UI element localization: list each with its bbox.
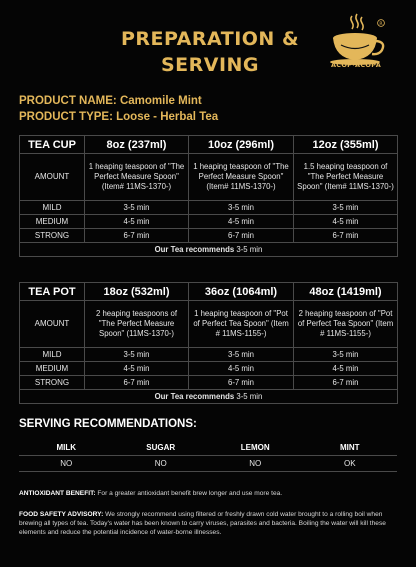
pot-mild-3: 3-5 min [294, 348, 398, 362]
product-name-value: Camomile Mint [119, 95, 202, 107]
product-name-label: PRODUCT NAME: [19, 95, 120, 107]
serving-header-sugar: SUGAR [114, 440, 209, 456]
table-row [20, 390, 398, 404]
table-row [20, 301, 398, 348]
cup-amount-1: 1 heaping teaspoon of "The Perfect Measure Spoon" (Item# 11MS-1370-) [85, 154, 189, 201]
cup-amount-2: 1 heaping teaspoon of "The Perfect Measure Spoon" (Item# 11MS-1370-) [189, 154, 294, 201]
cup-strong-3: 6-7 min [294, 229, 398, 243]
cup-size-1: 8oz (237ml) [85, 136, 189, 154]
pot-amount-2: 1 heaping teaspoon of "Pot of Perfect Tea Spoon" (Item # 11MS-1155-) [189, 301, 294, 348]
pot-amount-label: AMOUNT [20, 301, 85, 348]
pot-size-1: 18oz (532ml) [85, 283, 189, 301]
pot-strong-3: 6-7 min [294, 376, 398, 390]
table-row [20, 201, 398, 215]
food-safety-text: We strongly recommend using filtered or freshly drawn cold water brought to a rolling boil when brewing all types of tea. Today's water has been known to carry viruses, parasites and bacteria. Boiling the water will kill these elements and reduce the potential incidence of water-borne illnesses. [19, 511, 386, 536]
cup-mild-1: 3-5 min [85, 201, 189, 215]
antioxidant-label: ANTIOXIDANT BENEFIT: [19, 490, 96, 497]
product-type-value: Loose - Herbal Tea [116, 111, 219, 123]
pot-medium-1: 4-5 min [85, 362, 189, 376]
cup-medium-label: MEDIUM [20, 215, 85, 229]
cup-medium-1: 4-5 min [85, 215, 189, 229]
pot-amount-3: 2 heaping teaspoon of "Pot of Perfect Tea Spoon" (Item # 11MS-1155-) [294, 301, 398, 348]
serving-title: SERVING RECOMMENDATIONS: [19, 418, 197, 430]
cup-strong-label: STRONG [20, 229, 85, 243]
serving-value-sugar: NO [114, 456, 209, 472]
product-type-label: PRODUCT TYPE: [19, 111, 117, 123]
table-row [20, 376, 398, 390]
pot-size-3: 48oz (1419ml) [294, 283, 398, 301]
cup-recommend-label: Our Tea recommends [154, 244, 235, 254]
pot-mild-1: 3-5 min [85, 348, 189, 362]
product-type [19, 111, 218, 123]
pot-size-2: 36oz (1064ml) [189, 283, 294, 301]
cup-mild-3: 3-5 min [294, 201, 398, 215]
table-row [19, 456, 397, 472]
serving-value-lemon: NO [208, 456, 303, 472]
pot-recommend-value: 3-5 min [234, 391, 263, 401]
table-row [20, 283, 398, 301]
pot-medium-2: 4-5 min [189, 362, 294, 376]
cup-size-3: 12oz (355ml) [294, 136, 398, 154]
pot-medium-label: MEDIUM [20, 362, 85, 376]
serving-header-lemon: LEMON [208, 440, 303, 456]
serving-header-mint: MINT [303, 440, 398, 456]
antioxidant-note [19, 489, 403, 498]
pot-medium-3: 4-5 min [294, 362, 398, 376]
cup-size-2: 10oz (296ml) [189, 136, 294, 154]
cup-medium-3: 4-5 min [294, 215, 398, 229]
food-safety-note [19, 510, 403, 537]
antioxidant-text: For a greater antioxidant benefit brew longer and use more tea. [95, 490, 283, 497]
tea-cup-table [19, 135, 398, 257]
pot-strong-label: STRONG [20, 376, 85, 390]
pot-strong-2: 6-7 min [189, 376, 294, 390]
food-safety-label: FOOD SAFETY ADVISORY: [19, 511, 104, 518]
serving-header-milk: MILK [19, 440, 114, 456]
table-row [20, 136, 398, 154]
table-row [20, 215, 398, 229]
table-row [20, 348, 398, 362]
table-row [19, 440, 397, 456]
cup-amount-3: 1.5 heaping teaspoon of "The Perfect Measure Spoon" (Item# 11MS-1370-) [294, 154, 398, 201]
pot-amount-1: 2 heaping teaspoons of "The Perfect Measure Spoon" (11MS-1370-) [85, 301, 189, 348]
table-row [20, 154, 398, 201]
cup-mild-label: MILD [20, 201, 85, 215]
pot-strong-1: 6-7 min [85, 376, 189, 390]
table-row [20, 243, 398, 257]
tea-pot-table [19, 282, 398, 404]
pot-recommendation [20, 390, 398, 404]
product-name [19, 95, 202, 107]
cup-amount-label: AMOUNT [20, 154, 85, 201]
svg-text:R: R [379, 22, 383, 27]
tea-cup-header: TEA CUP [20, 136, 85, 154]
serving-value-mint: OK [303, 456, 398, 472]
logo-wordmark: ACOP·ACOPA [330, 61, 382, 69]
cup-recommendation [20, 243, 398, 257]
title-line-1: PREPARATION & [120, 28, 300, 50]
cup-strong-1: 6-7 min [85, 229, 189, 243]
pot-mild-label: MILD [20, 348, 85, 362]
page-title [95, 26, 325, 78]
title-line-2: SERVING [160, 54, 260, 76]
cup-strong-2: 6-7 min [189, 229, 294, 243]
pot-recommend-label: Our Tea recommends [154, 391, 235, 401]
serving-value-milk: NO [19, 456, 114, 472]
table-row [20, 229, 398, 243]
cup-mild-2: 3-5 min [189, 201, 294, 215]
cup-medium-2: 4-5 min [189, 215, 294, 229]
tea-pot-header: TEA POT [20, 283, 85, 301]
table-row [20, 362, 398, 376]
serving-table [19, 440, 397, 472]
pot-mild-2: 3-5 min [189, 348, 294, 362]
cup-recommend-value: 3-5 min [234, 244, 263, 254]
